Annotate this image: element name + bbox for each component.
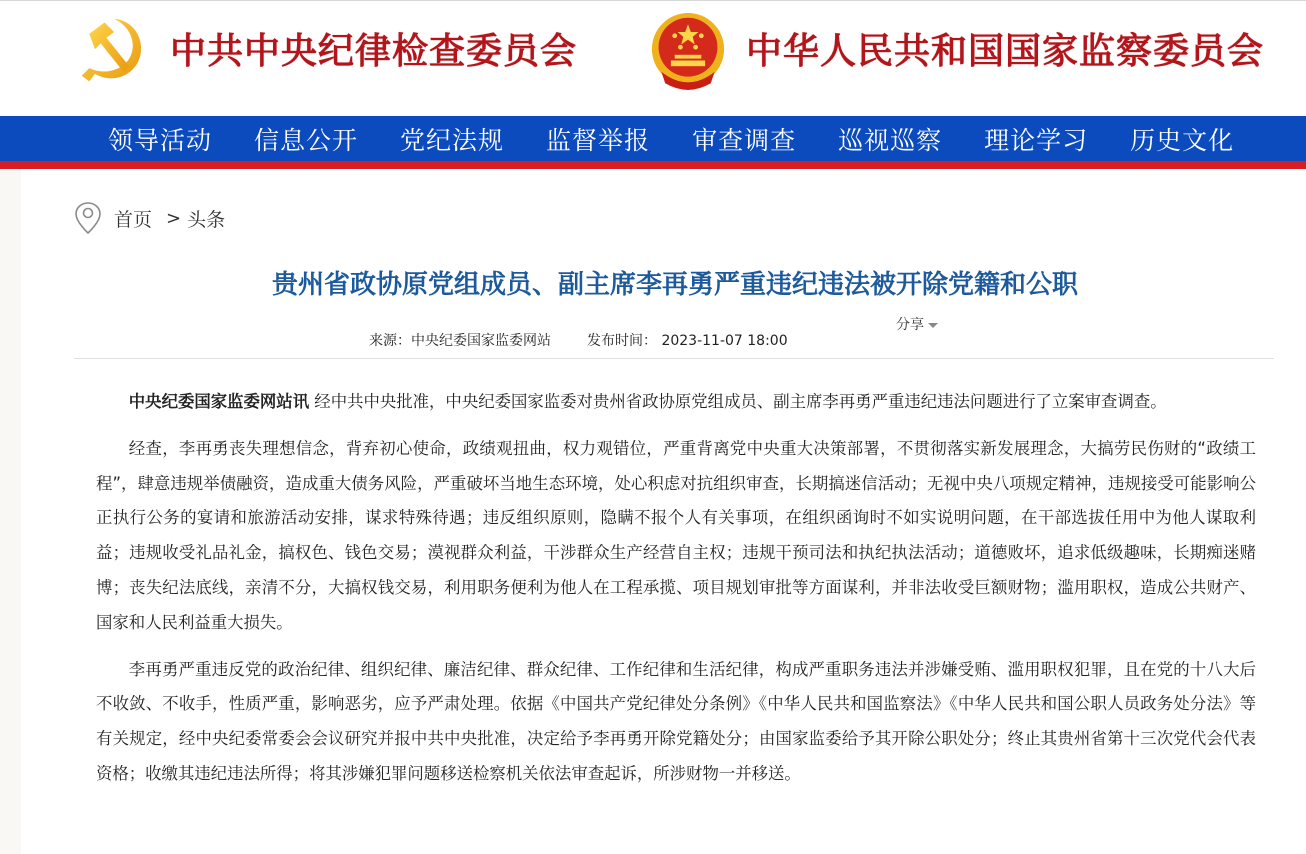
ccdi-title: 中共中央纪律检查委员会: [170, 30, 578, 72]
ccdi-brand-link[interactable]: [76, 11, 577, 91]
nav-item-history[interactable]: 历史文化: [1130, 125, 1235, 155]
main-nav: [0, 116, 1306, 161]
nav-item-regulations[interactable]: 党纪法规: [400, 125, 505, 155]
party-emblem-icon: [76, 11, 152, 91]
source-value: 中央纪委国家监委网站: [411, 333, 551, 349]
location-pin-icon: [74, 201, 102, 235]
breadcrumb-current-link[interactable]: 头条: [187, 208, 226, 231]
publish-time-info: [587, 330, 788, 350]
header-divider: [74, 358, 1274, 359]
lead-text: 中央纪委国家监委网站讯: [128, 392, 310, 411]
nav-item-leadership[interactable]: 领导活动: [108, 125, 213, 155]
time-label: 发布时间：: [587, 333, 657, 349]
caret-down-icon: [928, 323, 938, 328]
paragraph-text: 经中共中央批准，中央纪委国家监委对贵州省政协原党组成员、副主席李再勇严重违纪违法问题进行了立案审查调查。: [309, 392, 1167, 411]
source-label: 来源：: [369, 333, 411, 349]
source-info: [369, 330, 551, 350]
breadcrumb-separator: >: [166, 207, 182, 229]
nav-item-information[interactable]: 信息公开: [254, 125, 359, 155]
share-label: 分享: [896, 317, 924, 333]
site-header: [0, 0, 1306, 116]
national-emblem-icon: [650, 11, 726, 91]
nav-item-investigation[interactable]: 审查调查: [692, 125, 797, 155]
article-paragraph: 李再勇严重违反党的政治纪律、组织纪律、廉洁纪律、群众纪律、工作纪律和生活纪律，构成严重职务违法并涉嫌受贿、滥用职权犯罪，且在党的十八大后不收敛、不收手，性质严重，影响恶劣，应予严肃处理。依据《中国共产党纪律处分条例》《中华人民共和国监察法》《中华人民共和国公职人员政务处分法》等有关规定，经中央纪委常委会会议研究并报中共中央批准，决定给予李再勇开除党籍处分；由国家监委给予其开除公职处分；终止其贵州省第十三次党代会代表资格；收缴其违纪违法所得；将其涉嫌犯罪问题移送检察机关依法审查起诉，所涉财物一并移送。: [96, 659, 1256, 783]
breadcrumb-home-link[interactable]: 首页: [114, 208, 153, 231]
nav-item-report[interactable]: 监督举报: [546, 125, 651, 155]
breadcrumb: [74, 201, 225, 235]
article-paragraph: [96, 385, 1256, 420]
nsc-brand-link[interactable]: [650, 11, 1264, 91]
nav-red-stripe: [0, 161, 1306, 169]
article-title: 贵州省政协原党组成员、副主席李再勇严重违纪违法被开除党籍和公职: [271, 270, 1078, 300]
nav-item-inspection[interactable]: 巡视巡察: [838, 125, 943, 155]
article-body: [96, 385, 1256, 804]
article-meta: [369, 330, 788, 350]
share-dropdown[interactable]: [896, 314, 938, 334]
nav-item-theory[interactable]: 理论学习: [984, 125, 1089, 155]
nsc-title: 中华人民共和国国家监察委员会: [746, 30, 1265, 72]
time-value: 2023-11-07 18:00: [661, 333, 788, 349]
article-paragraph: 经查，李再勇丧失理想信念，背弃初心使命，政绩观扭曲，权力观错位，严重背离党中央重大决策部署，不贯彻落实新发展理念，大搞劳民伤财的“政绩工程”，肆意违规举债融资，造成重大债务风险，严重破坏当地生态环境，处心积虑对抗组织审查，长期搞迷信活动；无视中央八项规定精神，违规接受可能影响公正执行公务的宴请和旅游活动安排，谋求特殊待遇；违反组织原则，隐瞒不报个人有关事项，在组织函询时不如实说明问题，在干部选拔任用中为他人谋取利益；违规收受礼品礼金，搞权色、钱色交易；漠视群众利益，干涉群众生产经营自主权；违规干预司法和执纪执法活动；道德败坏，追求低级趣味，长期痴迷赌博；丧失纪法底线，亲清不分，大搞权钱交易，利用职务便利为他人在工程承揽、项目规划审批等方面谋利，并非法收受巨额财物；滥用职权，造成公共财产、国家和人民利益重大损失。: [96, 438, 1256, 632]
